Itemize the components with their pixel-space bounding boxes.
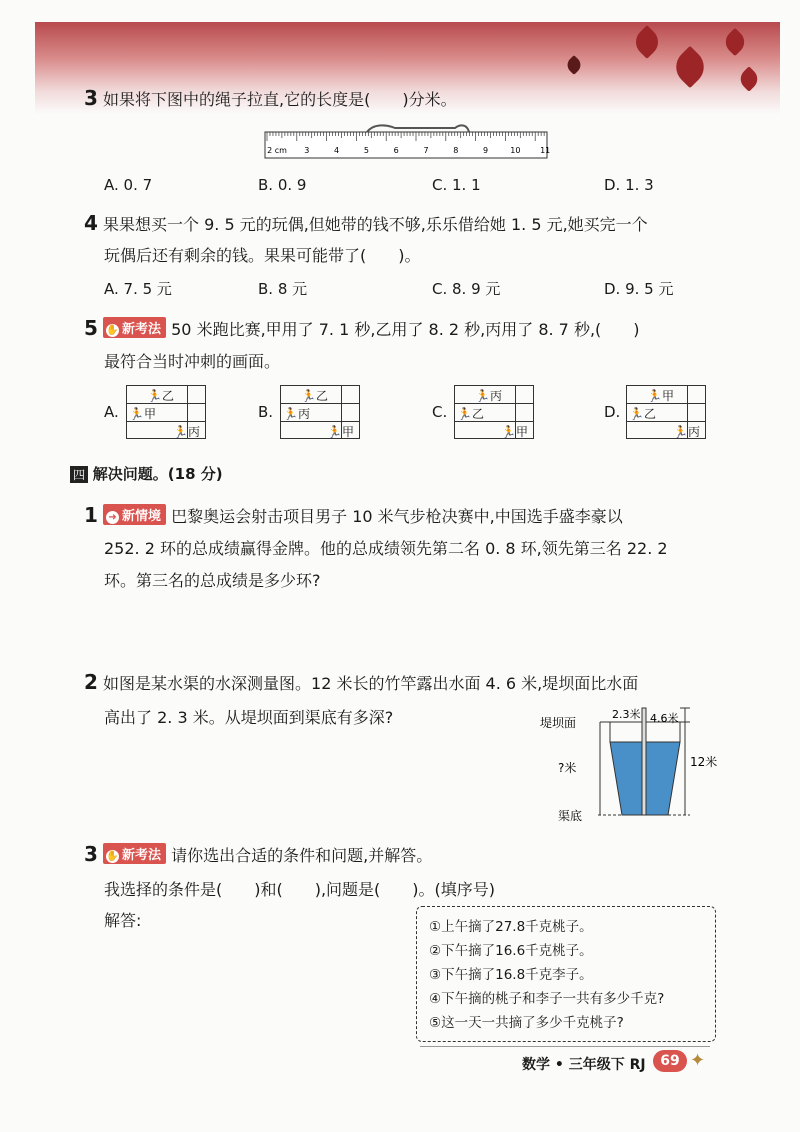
ruler-label: 5: [363, 146, 369, 155]
canal-diagram: [540, 700, 730, 824]
runner-label: 🏃甲: [327, 425, 354, 439]
new-scenario-tag: ➜ 新情境: [103, 504, 166, 525]
problem-1: 1 ➜ 新情境 巴黎奥运会射击项目男子 10 米气步枪决赛中,中国选手盛李豪以: [84, 503, 623, 527]
hand-icon: ✋: [106, 325, 119, 336]
dam-label: 堤坝面: [540, 716, 577, 730]
answer-label: 解答:: [104, 911, 142, 930]
runner-label: 🏃乙: [457, 407, 484, 421]
runner-label: 🏃甲: [129, 407, 156, 421]
runner-label: 🏃乙: [629, 407, 656, 421]
maple-leaf-icon: [736, 66, 761, 91]
label-depth: ?米: [558, 761, 577, 775]
hand-icon: ✋: [106, 851, 119, 862]
new-method-tag: ✋ 新考法: [103, 317, 166, 338]
runner-label: 🏃丙: [283, 407, 310, 421]
q3-option-a[interactable]: A. 0. 7: [104, 176, 153, 194]
ruler-label: 8: [453, 146, 459, 155]
q4-option-a[interactable]: A. 7. 5 元: [104, 280, 172, 298]
q5-option-label[interactable]: C.: [432, 403, 448, 421]
runner-label: 🏃乙: [301, 389, 328, 403]
problem-3: 3 ✋ 新考法 请你选出合适的条件和问题,并解答。: [84, 842, 433, 866]
ruler-label: 10: [510, 146, 521, 155]
race-grid: [280, 385, 360, 439]
race-grid: [626, 385, 706, 439]
question-4: 4 果果想买一个 9. 5 元的玩偶,但她带的钱不够,乐乐借给她 1. 5 元,她买完一个: [84, 211, 648, 235]
ruler-label: 7: [423, 146, 429, 155]
star-icon: ✦: [690, 1050, 706, 1071]
q3-option-d[interactable]: D. 1. 3: [604, 176, 654, 194]
label-4-6m: 4.6米: [650, 712, 679, 725]
label-2-3m: 2.3米: [612, 708, 641, 721]
condition-3[interactable]: ③下午摘了16.8千克李子。: [429, 967, 593, 983]
q4-option-b[interactable]: B. 8 元: [258, 280, 308, 298]
q4-option-c[interactable]: C. 8. 9 元: [432, 280, 501, 298]
ruler-label: 11: [540, 146, 551, 155]
runner-label: 🏃乙: [147, 389, 174, 403]
question-5-option[interactable]: ⑤这一天一共摘了多少千克桃子?: [429, 1015, 624, 1031]
ruler: [255, 120, 555, 160]
question-4-option[interactable]: ④下午摘的桃子和李子一共有多少千克?: [429, 991, 665, 1007]
ruler-label: 9: [483, 146, 489, 155]
maple-leaf-icon: [564, 55, 584, 75]
conditions-box: [416, 906, 716, 1042]
ruler-label: 4: [334, 146, 340, 155]
footer-rule: [420, 1046, 710, 1047]
question-5-line2: 最符合当时冲刺的画面。: [104, 352, 281, 371]
q5-option-label[interactable]: B.: [258, 403, 274, 421]
problem-1-line3: 环。第三名的总成绩是多少环?: [104, 571, 321, 590]
maple-leaf-icon: [630, 25, 664, 59]
ruler-label: 3: [304, 146, 310, 155]
maple-leaf-icon: [721, 28, 749, 56]
section-4-heading: 四 解决问题。(18 分): [70, 463, 223, 484]
runner-label: 🏃丙: [673, 425, 700, 439]
ruler-label: 6: [393, 146, 399, 155]
question-5: 5 ✋ 新考法 50 米跑比赛,甲用了 7. 1 秒,乙用了 8. 2 秒,丙用了 8. 7 秒,( ): [84, 316, 640, 340]
runner-label: 🏃甲: [647, 389, 674, 403]
arrow-icon: ➜: [106, 511, 119, 524]
condition-2[interactable]: ②下午摘了16.6千克桃子。: [429, 943, 593, 959]
q4-option-d[interactable]: D. 9. 5 元: [604, 280, 674, 298]
page-number: 69: [653, 1050, 687, 1072]
maple-leaf-icon: [669, 46, 711, 88]
problem-1-line2: 252. 2 环的总成绩赢得金牌。他的总成绩领先第二名 0. 8 环,领先第三名 22. 2: [104, 539, 668, 558]
race-grid: [454, 385, 534, 439]
problem-2-line2: 高出了 2. 3 米。从堤坝面到渠底有多深?: [104, 708, 394, 727]
ruler-label: 2 cm: [267, 146, 287, 155]
problem-2: 2 如图是某水渠的水深测量图。12 米长的竹竿露出水面 4. 6 米,堤坝面比水面: [84, 670, 639, 694]
label-bottom: 渠底: [558, 809, 583, 823]
question-4-line2: 玩偶后还有剩余的钱。果果可能带了( )。: [104, 246, 421, 265]
q3-option-c[interactable]: C. 1. 1: [432, 176, 481, 194]
footer-text: 数学 • 三年级下 RJ: [522, 1057, 646, 1073]
q5-option-label[interactable]: D.: [604, 403, 621, 421]
runner-label: 🏃丙: [173, 425, 200, 439]
race-grid: [126, 385, 206, 439]
q3-option-b[interactable]: B. 0. 9: [258, 176, 307, 194]
bamboo-pole: [642, 708, 646, 815]
q5-option-label[interactable]: A.: [104, 403, 119, 421]
question-3: 3 如果将下图中的绳子拉直,它的长度是( )分米。: [84, 86, 457, 110]
label-12m: 12米: [690, 755, 718, 769]
new-method-tag: ✋ 新考法: [103, 843, 166, 864]
question-3-text: 如果将下图中的绳子拉直,它的长度是( )分米。: [103, 90, 457, 109]
condition-1[interactable]: ①上午摘了27.8千克桃子。: [429, 919, 593, 935]
runner-label: 🏃丙: [475, 389, 502, 403]
problem-3-line2[interactable]: 我选择的条件是( )和( ),问题是( )。(填序号): [104, 880, 496, 899]
runner-label: 🏃甲: [501, 425, 528, 439]
